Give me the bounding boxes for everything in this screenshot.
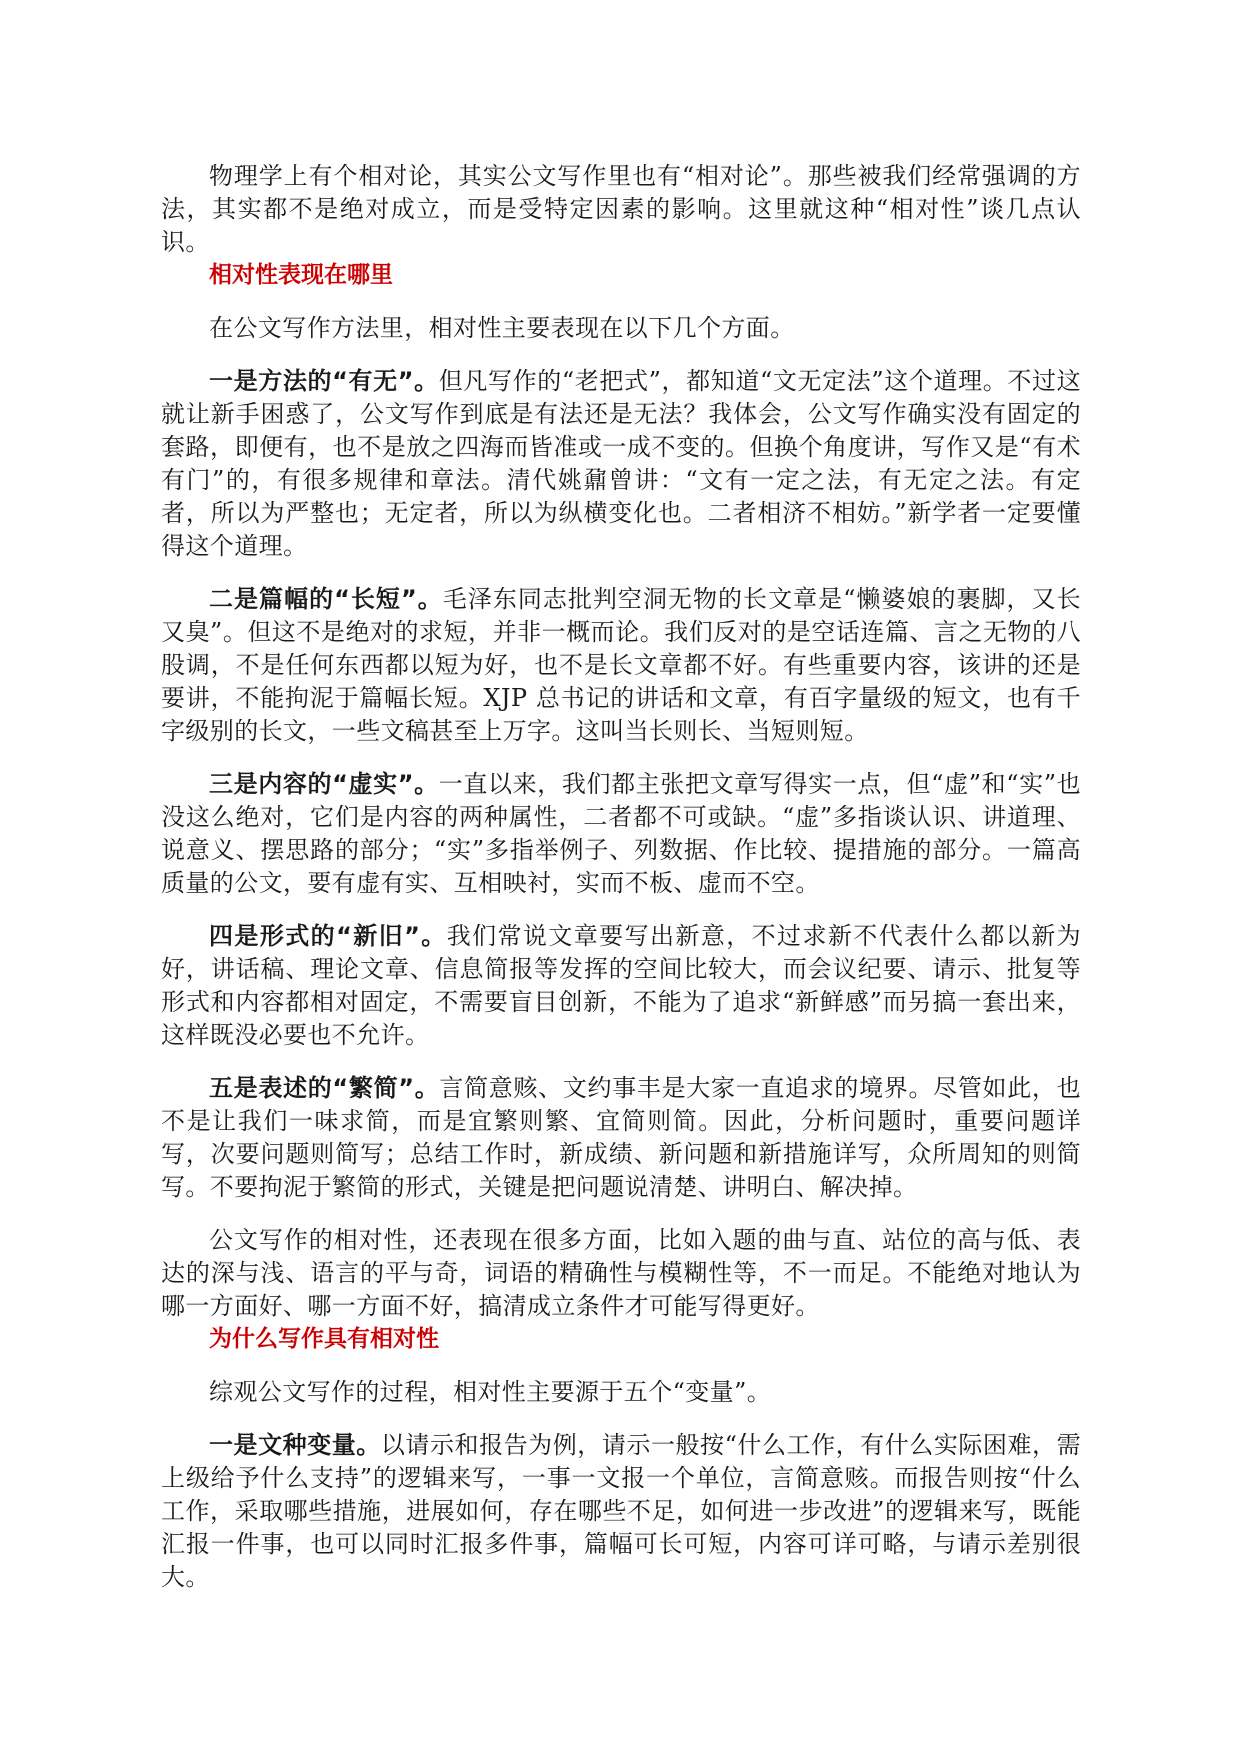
point-lead: 四是形式的“新旧”。 (209, 922, 447, 950)
section-1-summary: 公文写作的相对性，还表现在很多方面，比如入题的曲与直、站位的高与低、表达的深与浅、语言的平与奇，词语的精确性与模糊性等，不一而足。不能绝对地认为哪一方面好、哪一方面不好，搞清成立条件才可能写得更好。 (161, 1226, 1081, 1320)
point-3-paragraph (161, 768, 1081, 900)
point-text: 言简意赅、文约事丰是大家一直追求的境界。尽管如此，也不是让我们一味求简，而是宜繁则繁、宜简则简。因此，分析问题时，重要问题详写，次要问题则简写；总结工作时，新成绩、新问题和新措施详写，众所周知的则简写。不要拘泥于繁简的形式，关键是把问题说清楚、讲明白、解决掉。 (161, 1074, 1081, 1201)
point-text: 毛泽东同志批判空洞无物的长文章是“懒婆娘的裹脚，又长又臭”。但这不是绝对的求短，并非一概而论。我们反对的是空话连篇、言之无物的八股调，不是任何东西都以短为好，也不是长文章都不好。有些重要内容，该讲的还是要讲，不能拘泥于篇幅长短。XJP 总书记的讲话和文章，有百字量级的短文，也有千字级别的长文，一些文稿甚至上万字。这叫当长则长、当短则短。 (161, 585, 1082, 745)
point-2-paragraph (161, 583, 1081, 748)
point-5-paragraph (161, 1072, 1081, 1204)
variable-1-paragraph (161, 1429, 1081, 1594)
document-page (161, 160, 1081, 1594)
section-heading-1: 相对性表现在哪里 (209, 262, 393, 288)
section-2-intro: 综观公文写作的过程，相对性主要源于五个“变量”。 (209, 1378, 772, 1406)
point-4-paragraph (161, 920, 1081, 1052)
intro-paragraph: 物理学上有个相对论，其实公文写作里也有“相对论”。那些被我们经常强调的方法，其实都不是绝对成立，而是受特定因素的影响。这里就这种“相对性”谈几点认识。 (161, 162, 1081, 256)
section-1-intro: 在公文写作方法里，相对性主要表现在以下几个方面。 (209, 314, 795, 342)
point-lead: 三是内容的“虚实”。 (209, 770, 439, 798)
point-text: 但凡写作的“老把式”，都知道“文无定法”这个道理。不过这就让新手困惑了，公文写作到底是有法还是无法？我体会，公文写作确实没有固定的套路，即便有，也不是放之四海而皆准或一成不变的。但换个角度讲，写作又是“有术有门”的，有很多规律和章法。清代姚鼐曾讲：“文有一定之法，有无定之法。有定者，所以为严整也；无定者，所以为纵横变化也。二者相济不相妨。”新学者一定要懂得这个道理。 (161, 367, 1082, 560)
point-text: 我们常说文章要写出新意，不过求新不代表什么都以新为好，讲话稿、理论文章、信息简报等发挥的空间比较大，而会议纪要、请示、批复等形式和内容都相对固定，不需要盲目创新，不能为了追求“新鲜感”而另搞一套出来，这样既没必要也不允许。 (161, 922, 1082, 1049)
section-heading-2: 为什么写作具有相对性 (209, 1326, 439, 1352)
point-1-paragraph (161, 365, 1081, 563)
point-lead: 一是文种变量。 (209, 1431, 381, 1459)
point-text: 一直以来，我们都主张把文章写得实一点，但“虚”和“实”也没这么绝对，它们是内容的两种属性，二者都不可或缺。“虚”多指谈认识、讲道理、说意义、摆思路的部分；“实”多指举例子、列数据、作比较、提措施的部分。一篇高质量的公文，要有虚有实、互相映衬，实而不板、虚而不空。 (161, 770, 1082, 897)
point-lead: 一是方法的“有无”。 (209, 367, 439, 395)
point-text: 以请示和报告为例，请示一般按“什么工作，有什么实际困难，需上级给予什么支持”的逻辑来写，一事一文报一个单位，言简意赅。而报告则按“什么工作，采取哪些措施，进展如何，存在哪些不足，如何进一步改进”的逻辑来写，既能汇报一件事，也可以同时汇报多件事，篇幅可长可短，内容可详可略，与请示差别很大。 (161, 1431, 1081, 1591)
point-lead: 五是表述的“繁简”。 (209, 1074, 440, 1102)
point-lead: 二是篇幅的“长短”。 (209, 585, 443, 613)
